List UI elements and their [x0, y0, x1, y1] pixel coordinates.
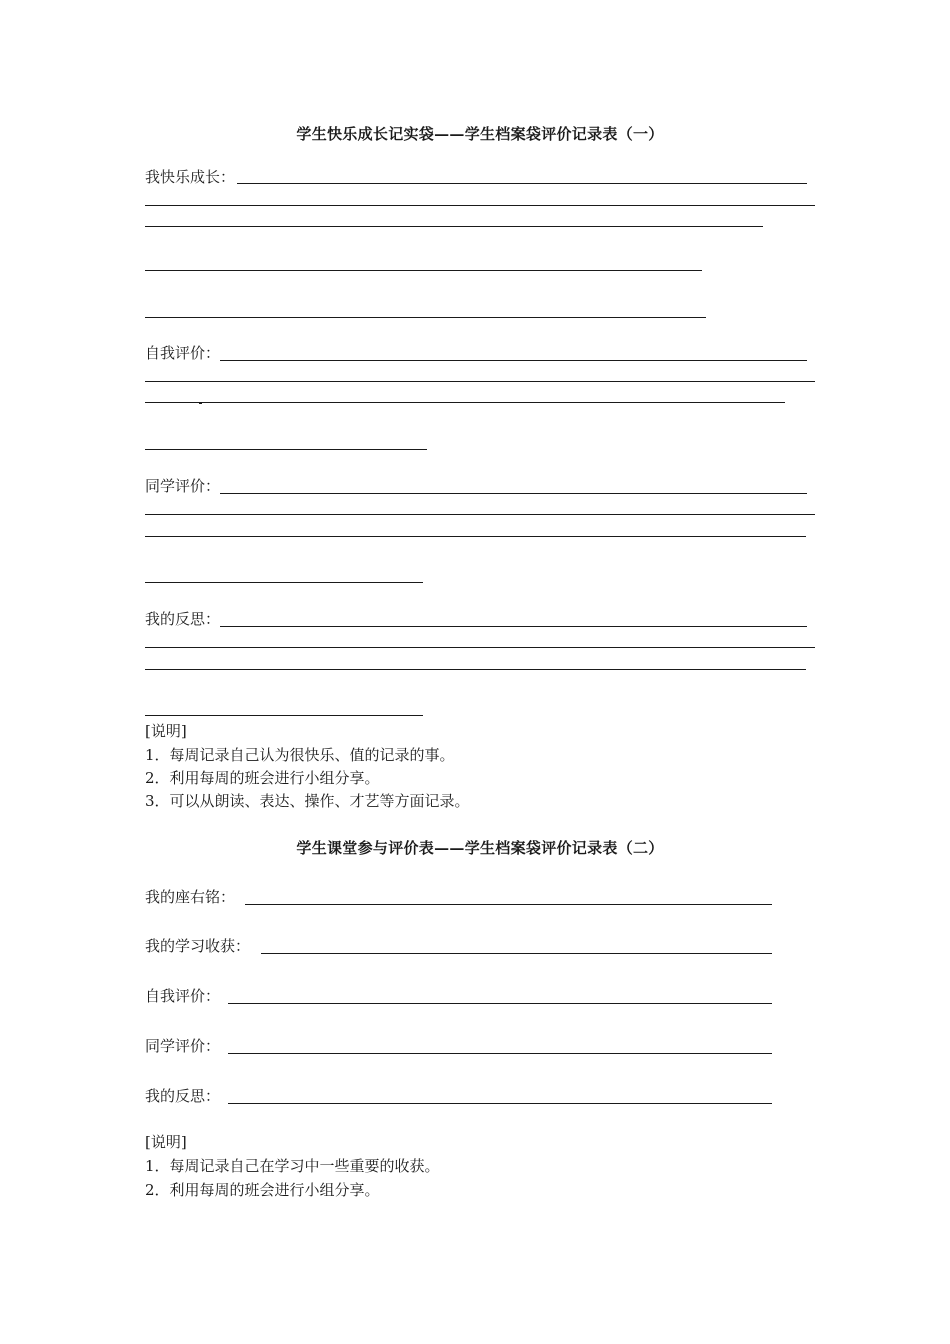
self-eval-label: 自我评价： [145, 344, 221, 362]
peer-eval-label: 同学评价： [145, 477, 221, 495]
stray-mark [199, 402, 202, 404]
growth-line-4[interactable] [145, 270, 702, 271]
motto-line[interactable] [245, 904, 772, 905]
form2-reflection-line[interactable] [228, 1103, 772, 1104]
peer-eval-line-1[interactable] [220, 493, 807, 494]
self-eval-line-4[interactable] [145, 449, 427, 450]
reflection-label: 我的反思： [145, 610, 221, 628]
reflection-line-4[interactable] [145, 715, 423, 716]
form2-title: 学生课堂参与评价表——学生档案袋评价记录表（二） [296, 839, 664, 857]
reflection-line-3[interactable] [145, 669, 806, 670]
self-eval-line-1[interactable] [220, 360, 807, 361]
form2-note-item: 1．每周记录自己在学习中一些重要的收获。 [145, 1157, 440, 1175]
self-eval-line-3[interactable] [145, 402, 785, 403]
form2-note-item: 2．利用每周的班会进行小组分享。 [145, 1181, 380, 1199]
peer-eval-line-3[interactable] [145, 536, 806, 537]
form1-title: 学生快乐成长记实袋——学生档案袋评价记录表（一） [296, 125, 664, 143]
form2-peer-eval-label: 同学评价： [145, 1037, 221, 1055]
peer-eval-line-2[interactable] [145, 514, 815, 515]
form2-self-eval-line[interactable] [228, 1003, 772, 1004]
form1-note-item: 2．利用每周的班会进行小组分享。 [145, 769, 380, 787]
motto-label: 我的座右铭： [145, 888, 236, 906]
form1-notes-header: [说明] [145, 722, 187, 740]
form2-peer-eval-line[interactable] [228, 1053, 772, 1054]
growth-line-1[interactable] [237, 183, 807, 184]
gains-line[interactable] [261, 953, 772, 954]
form2-reflection-label: 我的反思： [145, 1087, 221, 1105]
peer-eval-line-4[interactable] [145, 582, 423, 583]
growth-label: 我快乐成长： [145, 168, 236, 186]
gains-label: 我的学习收获： [145, 937, 251, 955]
form2-notes-header: [说明] [145, 1133, 187, 1151]
form1-note-item: 3．可以从朗读、表达、操作、才艺等方面记录。 [145, 792, 470, 810]
growth-line-3[interactable] [145, 226, 763, 227]
growth-line-2[interactable] [145, 205, 815, 206]
form1-note-item: 1．每周记录自己认为很快乐、值的记录的事。 [145, 746, 455, 764]
self-eval-line-2[interactable] [145, 381, 815, 382]
form2-self-eval-label: 自我评价： [145, 987, 221, 1005]
growth-line-5[interactable] [145, 317, 706, 318]
reflection-line-1[interactable] [220, 626, 807, 627]
reflection-line-2[interactable] [145, 647, 815, 648]
